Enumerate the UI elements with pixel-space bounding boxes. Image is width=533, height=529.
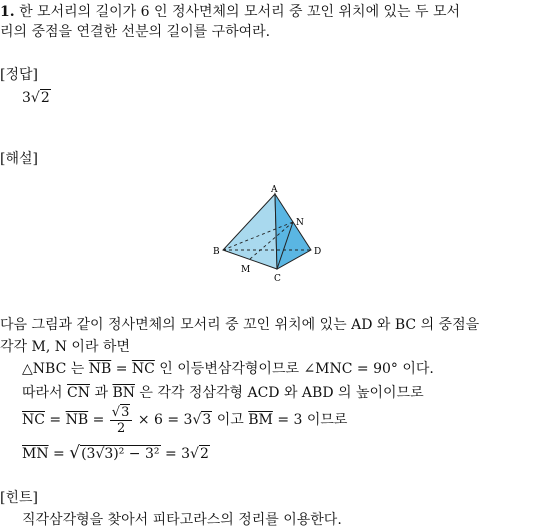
explanation-step-3: $\overline{NC} = \overline{NB}$ = $\frac{√3}{2}$ × 6 = 3√3 이고 $\overline{BM} = 3$ 이므로 — [22, 404, 348, 436]
label-a: A — [271, 185, 278, 195]
step4-radicand: (3√3)² − 3² — [81, 446, 160, 462]
problem-text-2: 리의 중점을 연결한 선분의 길이를 구하여라. — [0, 24, 271, 40]
label-b: B — [213, 247, 220, 257]
frac-den: 2 — [116, 420, 126, 436]
explanation-para-2: 각각 M, N 이라 하면 — [0, 339, 130, 355]
seg-nb-2: $\overline{NB}$ — [65, 412, 89, 428]
step3-tail3: = 3 이므로 — [272, 412, 348, 428]
answer-radicand: 2 — [40, 90, 50, 106]
step4-tail-radicand: 2 — [199, 446, 209, 462]
explanation-para-1: 다음 그림과 같이 정사면체의 모서리 중 꼬인 위치에 있는 AD 와 BC 의 중점을 — [0, 317, 480, 333]
answer-value: 3√2 — [22, 90, 50, 106]
step3-tail-radicand: 3 — [202, 412, 212, 428]
label-d: D — [314, 247, 322, 257]
problem-number: 1. — [0, 4, 15, 20]
answer-coef: 3 — [22, 90, 31, 106]
seg-mn: $\overline{MN}$ — [22, 446, 49, 462]
step1-rest: 인 이등변삼각형이므로 ∠MNC = 90° 이다. — [154, 361, 434, 377]
step2-mid: 과 — [90, 385, 113, 401]
problem-line-1 — [0, 3, 460, 21]
explanation-step-4: $\overline{MN} = √(3√3)^2 - 3^2 = 3√2$ — [22, 443, 209, 463]
explanation-step-1 — [22, 360, 434, 378]
step3-eq1: = — [44, 412, 66, 428]
problem-text-1: 한 모서리의 길이가 6 인 정사면체의 모서리 중 꼬인 위치에 있는 두 모서 — [19, 4, 461, 20]
step4-tail: = 3 — [160, 446, 191, 462]
step3-tail2: 이고 — [212, 412, 249, 428]
frac-num-radicand: 3 — [121, 404, 130, 420]
seg-bn: $\overline{BN}$ — [112, 385, 135, 401]
label-c: C — [274, 274, 281, 284]
seg-nc: $\overline{NC}$ — [131, 361, 155, 377]
sqrt-sign: √ — [69, 443, 81, 463]
seg-cn: $\overline{CN}$ — [67, 385, 90, 401]
step3-eq2: = — [88, 412, 109, 428]
step3-tail1: × 6 = 3 — [133, 412, 193, 428]
seg-nb: $\overline{NB}$ — [88, 361, 112, 377]
label-m: M — [241, 265, 251, 275]
fraction-sqrt3-over-2: $\frac{√3}{2}$ — [110, 405, 133, 436]
tetrahedron-figure — [205, 184, 330, 288]
seg-nc-2: $\overline{NC}$ — [22, 412, 45, 428]
hint-text: 직각삼각형을 찾아서 피타고라스의 정리를 이용한다. — [22, 512, 342, 528]
step2-rest: 은 각각 정삼각형 ACD 와 ABD 의 높이이므로 — [134, 385, 424, 401]
seg-bm: $\overline{BM}$ — [248, 412, 273, 428]
step2-pre: 따라서 — [22, 385, 68, 401]
hint-heading: [힌트] — [0, 490, 38, 506]
explanation-step-2 — [22, 384, 424, 402]
label-n: N — [296, 218, 304, 228]
explanation-heading: [해설] — [0, 151, 38, 167]
answer-heading: [정답] — [0, 67, 38, 83]
step4-eq: = — [48, 446, 70, 462]
step1-tri: △NBC 는 — [22, 361, 89, 377]
step1-eq: = — [111, 361, 132, 377]
